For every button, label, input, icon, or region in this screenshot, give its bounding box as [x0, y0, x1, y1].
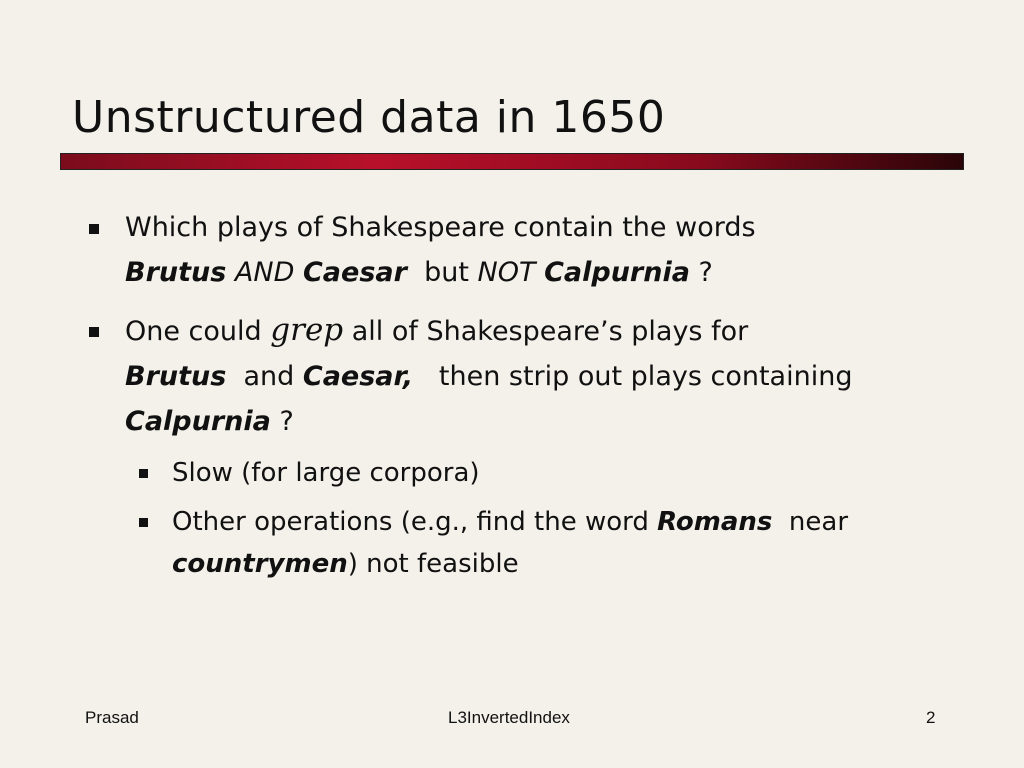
footer-filename: L3InvertedIndex	[448, 708, 570, 727]
word-near: near	[788, 507, 849, 537]
term-calpurnia: Calpurnia	[544, 257, 690, 288]
title-underline-bar	[60, 153, 964, 170]
subbullet-text: ) not feasible	[347, 549, 519, 579]
word-but: but	[424, 257, 469, 288]
term-romans: Romans	[657, 507, 773, 537]
square-bullet-icon	[89, 224, 99, 234]
term-brutus: Brutus	[125, 257, 227, 288]
bullet-grep	[125, 308, 965, 444]
bullet-text: then strip out plays containing	[438, 361, 853, 392]
question-mark: ?	[698, 257, 713, 288]
question-mark: ?	[279, 406, 294, 437]
word-and: and	[243, 361, 295, 392]
term-brutus: Brutus	[125, 361, 227, 392]
square-bullet-icon	[89, 327, 99, 337]
op-and: AND	[234, 257, 295, 288]
term-caesar: Caesar	[302, 257, 407, 288]
term-calpurnia: Calpurnia	[125, 406, 271, 437]
term-caesar: Caesar,	[302, 361, 414, 392]
slide-title: Unstructured data in 1650	[72, 92, 666, 143]
footer-author: Prasad	[85, 708, 139, 727]
square-bullet-icon	[139, 469, 148, 478]
bullet-text: all of Shakespeare’s plays for	[351, 316, 749, 347]
bullet-text: Which plays of Shakespeare contain the words	[125, 212, 756, 243]
subbullet-text: Other operations (e.g., find the word	[172, 507, 649, 537]
term-countrymen: countrymen	[172, 549, 348, 579]
bullet-which-plays	[125, 205, 965, 295]
footer-page-number: 2	[926, 708, 936, 727]
subbullet-slow	[172, 452, 952, 494]
subbullet-other-operations	[172, 501, 952, 585]
square-bullet-icon	[139, 518, 148, 527]
op-not: NOT	[477, 257, 536, 288]
bullet-text: One could	[125, 316, 262, 347]
subbullet-text: Slow (for large corpora)	[172, 458, 480, 488]
term-grep: grep	[270, 312, 344, 348]
